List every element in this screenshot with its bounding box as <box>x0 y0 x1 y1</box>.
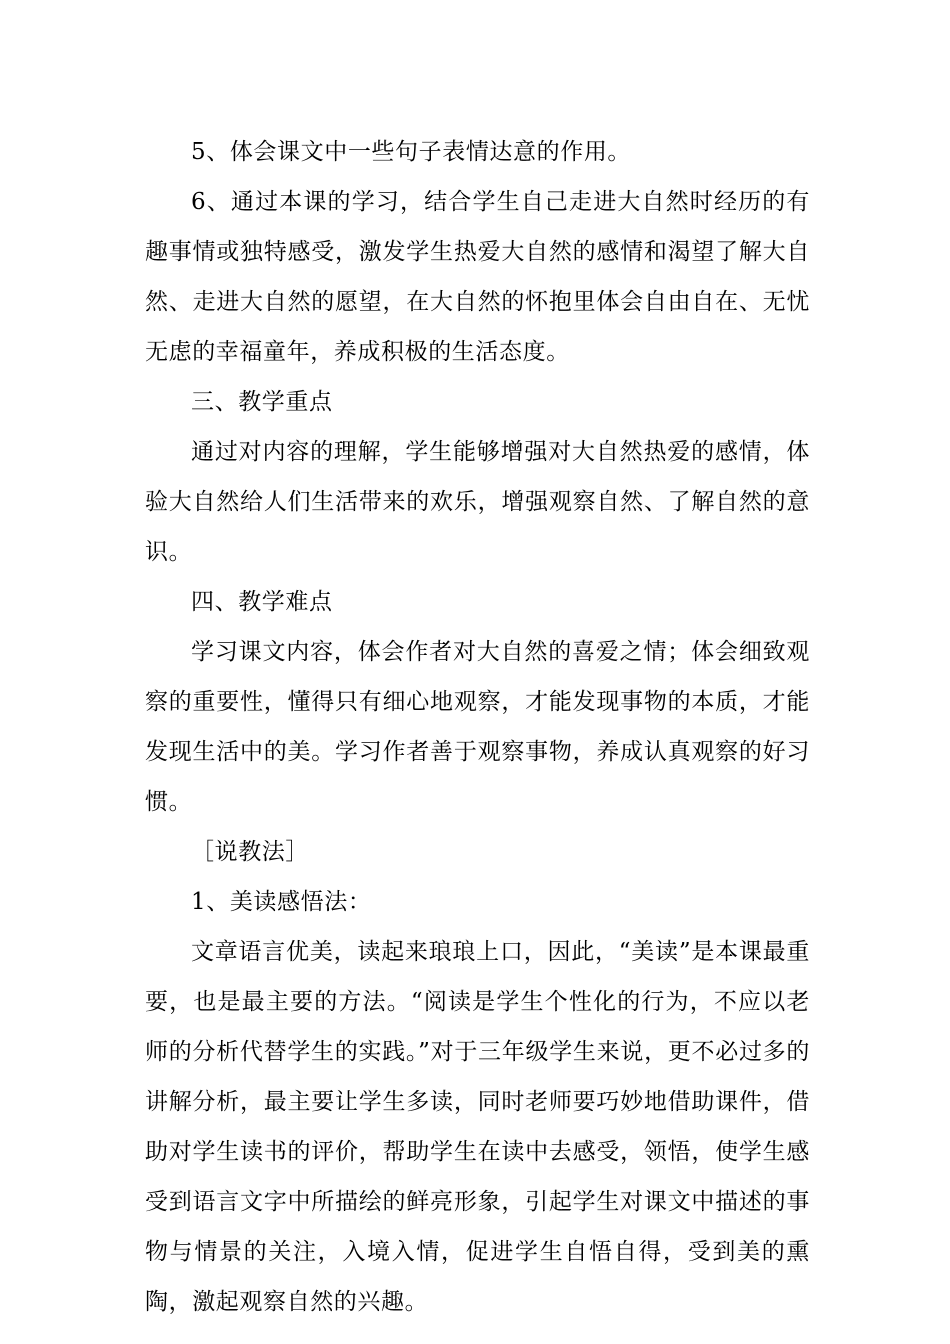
method-1-text: 文章语言优美，读起来琅琅上口，因此，“美读”是本课最重要，也是最主要的方法。“阅读是学生个性化的行为，不应以老师的分析代替学生的实践。”对于三年级学生来说，更不必过多的讲解分析，最主要让学生多读，同时老师要巧妙地借助课件，借助对学生读书的评价，帮助学生在读中去感受，领悟，使学生感受到语言文字中所描绘的鲜亮形象，引起学生对课文中描述的事物与情景的关注，入境入情，促进学生自悟自得，受到美的熏陶，激起观察自然的兴趣。 <box>145 939 810 1315</box>
objective-5: 5、体会课文中一些句子表情达意的作用。 <box>191 139 632 165</box>
heading-teaching-difficulty: 四、教学难点 <box>191 589 333 615</box>
teaching-focus-text: 通过对内容的理解，学生能够增强对大自然热爱的感情，体验大自然给人们生活带来的欢乐，增强观察自然、了解自然的意识。 <box>145 439 810 565</box>
method-1-title: 1、美读感悟法： <box>191 889 372 915</box>
heading-teaching-method: ［说教法］ <box>191 839 309 865</box>
heading-teaching-focus: 三、教学重点 <box>191 389 333 415</box>
objective-6: 6、通过本课的学习，结合学生自己走进大自然时经历的有趣事情或独特感受，激发学生热爱大自然的感情和渴望了解大自然、走进大自然的愿望，在大自然的怀抱里体会自由自在、无忧无虑的幸福童年，养成积极的生活态度。 <box>145 189 810 365</box>
teaching-difficulty-text: 学习课文内容，体会作者对大自然的喜爱之情；体会细致观察的重要性，懂得只有细心地观察，才能发现事物的本质，才能发现生活中的美。学习作者善于观察事物，养成认真观察的好习惯。 <box>145 639 810 815</box>
document-page <box>145 127 810 1327</box>
